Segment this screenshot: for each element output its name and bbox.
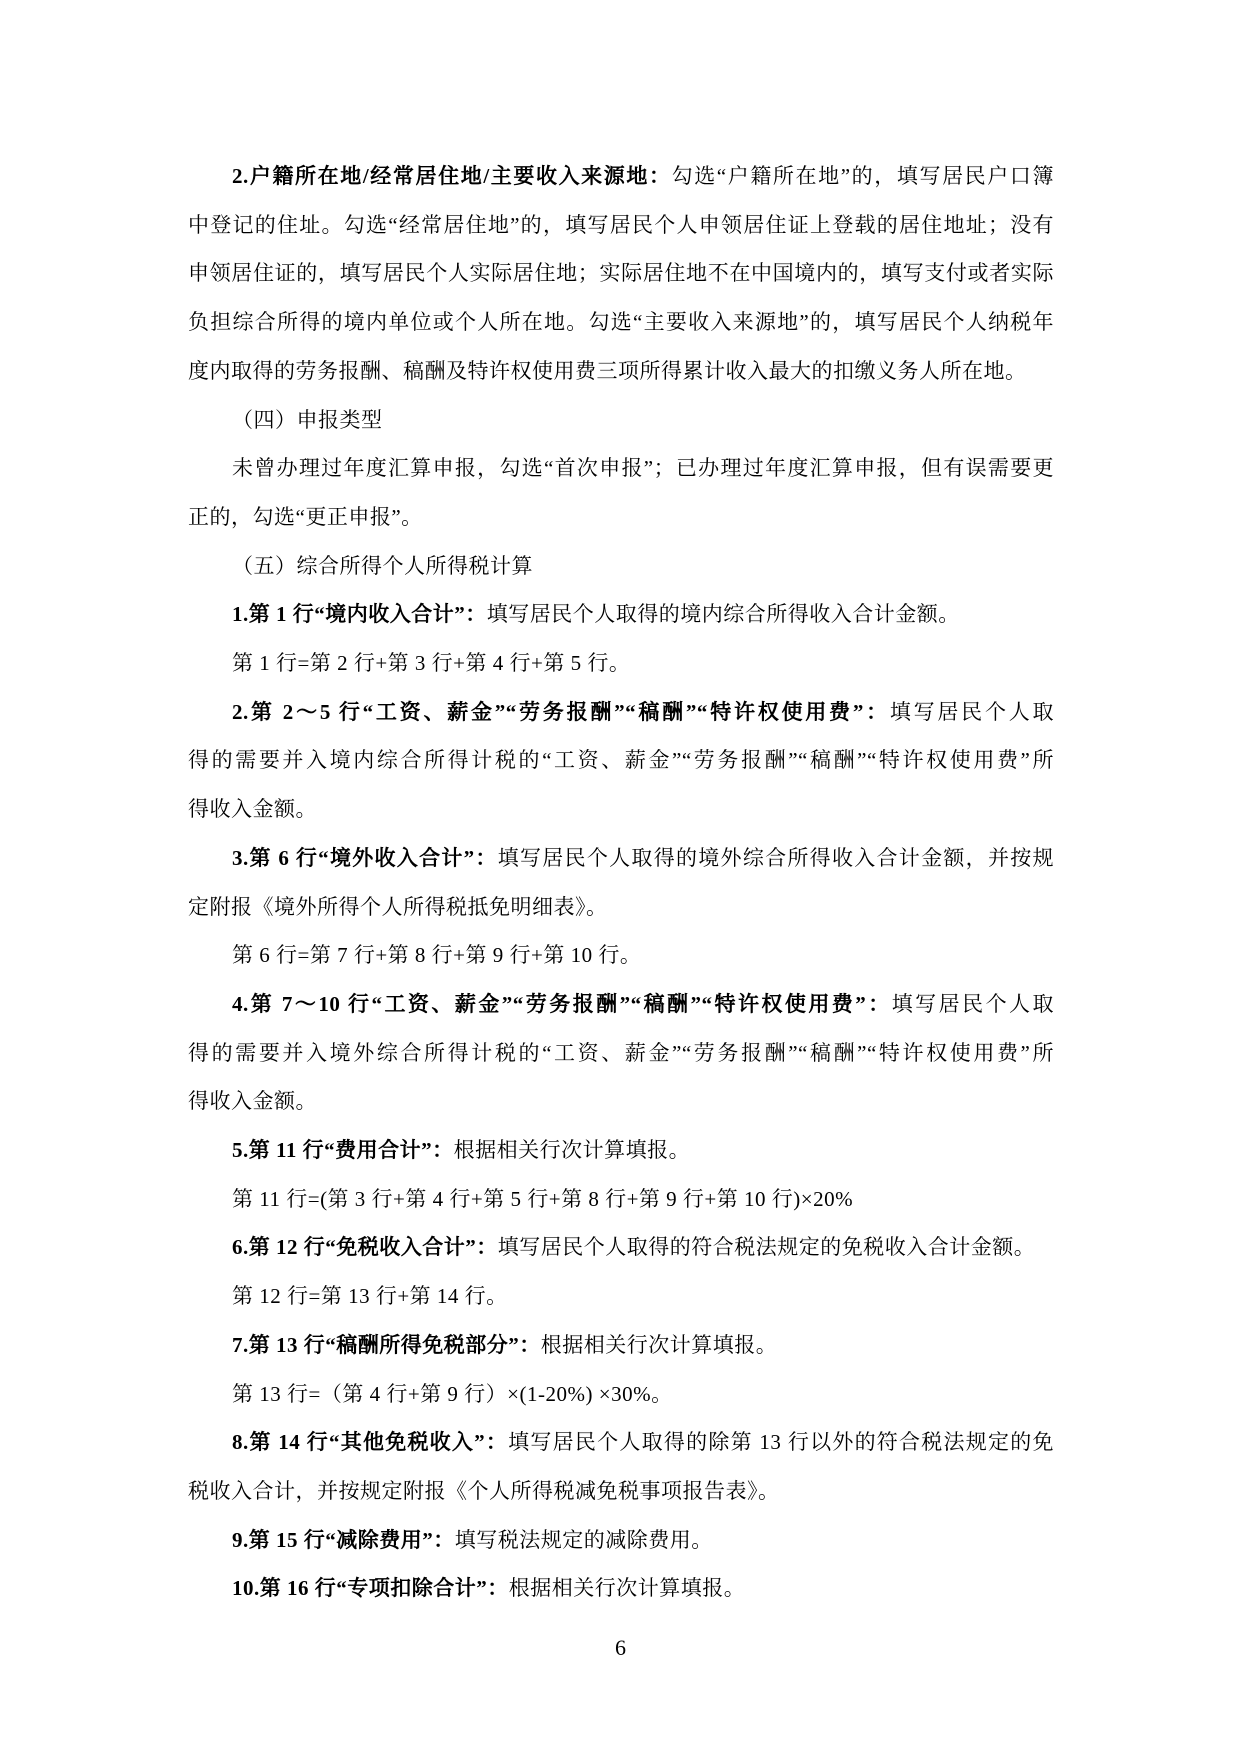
text-run: 第 6 行=第 7 行+第 8 行+第 9 行+第 10 行。 [232,943,642,968]
text-line [188,834,1054,883]
text-line [188,493,1054,542]
bold-text-run: 5.第 11 行“费用合计”： [232,1138,454,1163]
text-line [188,980,1054,1029]
text-line [188,1321,1054,1370]
text-line [188,1467,1054,1516]
text-line [188,444,1054,493]
text-run: 税收入合计，并按规定附报《个人所得税减免税事项报告表》。 [188,1478,780,1503]
bold-text-run: 4.第 7～10 行“工资、薪金”“劳务报酬”“稿酬”“特许权使用费”： [232,991,892,1016]
text-line [188,1175,1054,1224]
text-run: 中登记的住址。勾选“经常居住地”的，填写居民个人申领居住证上登载的居住地址；没有 [188,212,1054,237]
text-run: 负担综合所得的境内单位或个人所在地。勾选“主要收入来源地”的，填写居民个人纳税年 [188,310,1054,335]
bold-text-run: 10.第 16 行“专项扣除合计”： [232,1576,509,1601]
bold-text-run: 8.第 14 行“其他免税收入”： [232,1430,509,1455]
text-run: 填写居民个人取得的境内综合所得收入合计金额。 [486,602,960,627]
text-line [188,590,1054,639]
text-line [188,1418,1054,1467]
text-line [188,1223,1054,1272]
text-run: 第 1 行=第 2 行+第 3 行+第 4 行+第 5 行。 [232,651,631,676]
text-run: 未曾办理过年度汇算申报，勾选“首次申报”；已办理过年度汇算申报，但有误需要更 [232,456,1054,481]
text-line [188,1370,1054,1419]
text-line [188,1564,1054,1613]
text-line [188,1029,1054,1078]
text-line [188,785,1054,834]
text-line [188,1077,1054,1126]
text-run: 填写居民个人取得的符合税法规定的免税收入合计金额。 [497,1235,1036,1260]
text-run: 得收入金额。 [188,797,317,822]
text-line [188,201,1054,250]
bold-text-run: 2.户籍所在地/经常居住地/主要收入来源地： [232,164,672,188]
text-line [188,396,1054,445]
text-line [188,298,1054,347]
page-number: 6 [615,1635,626,1660]
bold-text-run: 7.第 13 行“稿酬所得免税部分”： [232,1332,541,1357]
text-run: 根据相关行次计算填报。 [540,1332,778,1357]
text-run: 根据相关行次计算填报。 [453,1138,691,1163]
text-run: 正的，勾选“更正申报”。 [188,504,423,529]
text-run: 定附报《境外所得个人所得税抵免明细表》。 [188,894,608,919]
text-line [188,931,1054,980]
text-run: 根据相关行次计算填报。 [508,1576,746,1601]
text-run: 得的需要并入境外综合所得计税的“工资、薪金”“劳务报酬”“稿酬”“特许权使用费”所 [188,1040,1054,1065]
text-run: 填写税法规定的减除费用。 [454,1527,713,1552]
text-line [188,1272,1054,1321]
text-run: （五）综合所得个人所得税计算 [232,553,533,578]
text-run: 第 12 行=第 13 行+第 14 行。 [232,1284,508,1309]
text-run: （四）申报类型 [232,407,383,432]
text-run: 申领居住证的，填写居民个人实际居住地；实际居住地不在中国境内的，填写支付或者实际 [188,261,1054,286]
text-line [188,1126,1054,1175]
text-run: 勾选“户籍所在地”的，填写居民户口簿 [671,164,1054,188]
text-run: 得收入金额。 [188,1089,317,1114]
text-line [188,1516,1054,1565]
text-line [188,736,1054,785]
text-line [188,688,1054,737]
text-run: 度内取得的劳务报酬、稿酬及特许权使用费三项所得累计收入最大的扣缴义务人所在地。 [188,358,1027,383]
text-run: 第 11 行=(第 3 行+第 4 行+第 5 行+第 8 行+第 9 行+第 10 行)×20% [232,1186,854,1211]
text-line [188,883,1054,932]
bold-text-run: 3.第 6 行“境外收入合计”： [232,845,498,870]
text-run: 第 13 行=（第 4 行+第 9 行）×(1-20%) ×30%。 [232,1381,673,1406]
text-line [188,542,1054,591]
text-run: 填写居民个人取得的除第 13 行以外的符合税法规定的免 [508,1430,1055,1455]
bold-text-run: 6.第 12 行“免税收入合计”： [232,1235,498,1260]
text-run: 填写居民个人取得的境外综合所得收入合计金额，并按规 [497,845,1055,870]
text-line [188,639,1054,688]
document-body [188,152,1054,1613]
bold-text-run: 1.第 1 行“境内收入合计”： [232,602,487,627]
text-line [188,152,1054,201]
bold-text-run: 9.第 15 行“减除费用”： [232,1527,455,1552]
text-line [188,249,1054,298]
text-run: 填写居民个人取 [891,991,1055,1016]
text-run: 得的需要并入境内综合所得计税的“工资、薪金”“劳务报酬”“稿酬”“特许权使用费”所 [188,748,1054,773]
text-run: 填写居民个人取 [889,699,1054,724]
text-line [188,347,1054,396]
bold-text-run: 2.第 2～5 行“工资、薪金”“劳务报酬”“稿酬”“特许权使用费”： [232,699,890,724]
